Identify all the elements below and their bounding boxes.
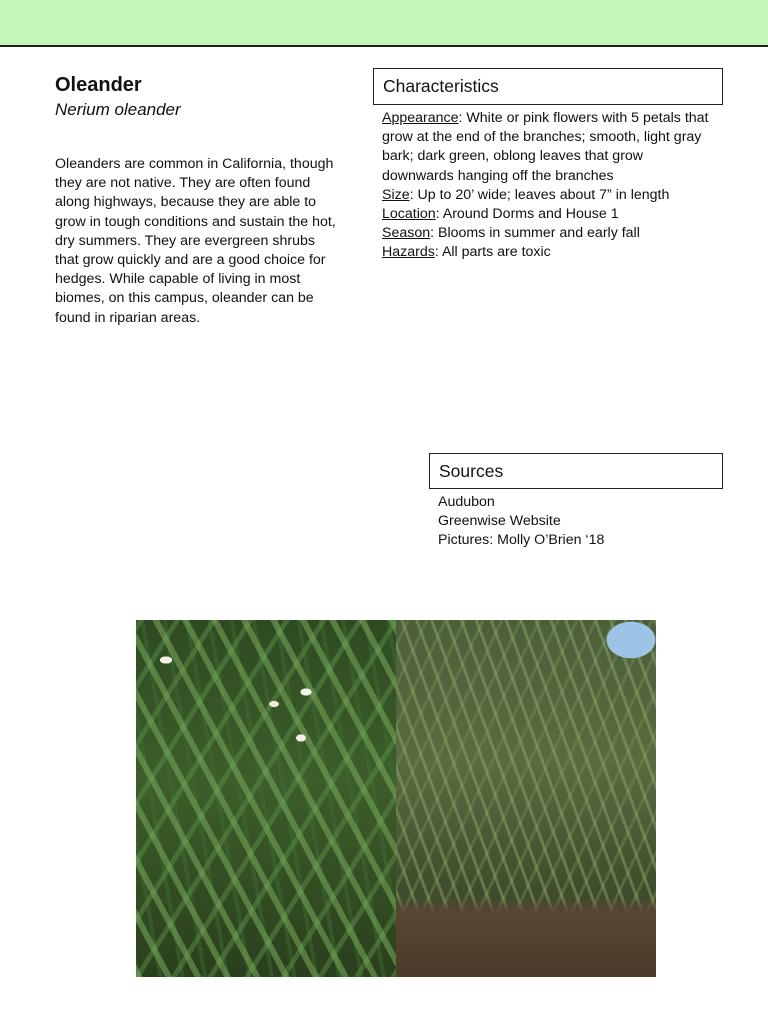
- characteristic-key: Size: [382, 186, 410, 203]
- header-band: [0, 0, 768, 47]
- characteristic-size: [382, 186, 712, 205]
- photo-strip: [136, 620, 656, 977]
- characteristics-heading: Characteristics: [373, 68, 723, 105]
- characteristic-season: [382, 224, 712, 243]
- plant-common-name: Oleander: [55, 74, 142, 96]
- characteristic-value: : Up to 20’ wide; leaves about 7” in length: [409, 186, 670, 203]
- characteristic-value: : Blooms in summer and early fall: [430, 225, 640, 242]
- source-item: Audubon: [438, 494, 495, 510]
- characteristic-value: : Around Dorms and House 1: [435, 206, 619, 223]
- characteristic-key: Hazards: [382, 244, 435, 261]
- characteristic-appearance: [382, 109, 712, 186]
- characteristic-key: Location: [382, 206, 436, 223]
- sources-list: [438, 493, 718, 551]
- characteristic-key: Appearance: [382, 110, 459, 126]
- characteristics-list: [382, 109, 712, 263]
- sources-heading: Sources: [429, 453, 723, 489]
- plant-scientific-name: Nerium oleander: [55, 100, 181, 119]
- oleander-leaves-photo: [136, 620, 396, 977]
- source-item: Greenwise Website: [438, 513, 561, 530]
- source-item: Pictures: Molly O’Brien ‘18: [438, 532, 605, 549]
- characteristic-value: : White or pink flowers with 5 petals that grow at the end of the branches; smooth, light gray bark; dark green, oblong leaves that grow downwards hanging off the branches: [382, 110, 709, 184]
- characteristic-location: [382, 205, 712, 224]
- oleander-shrub-photo: [396, 620, 656, 977]
- characteristic-hazards: [382, 243, 712, 262]
- plant-description: Oleanders are common in California, though they are not native. They are often found along highways, because they are able to grow in tough conditions and sustain the hot, dry summers. They are evergreen shrubs that grow quickly and are a good choice for hedges. While capable of living in most biomes, on this campus, oleander can be found in riparian areas.: [55, 156, 336, 326]
- characteristic-value: : All parts are toxic: [434, 244, 551, 261]
- characteristic-key: Season: [382, 225, 431, 242]
